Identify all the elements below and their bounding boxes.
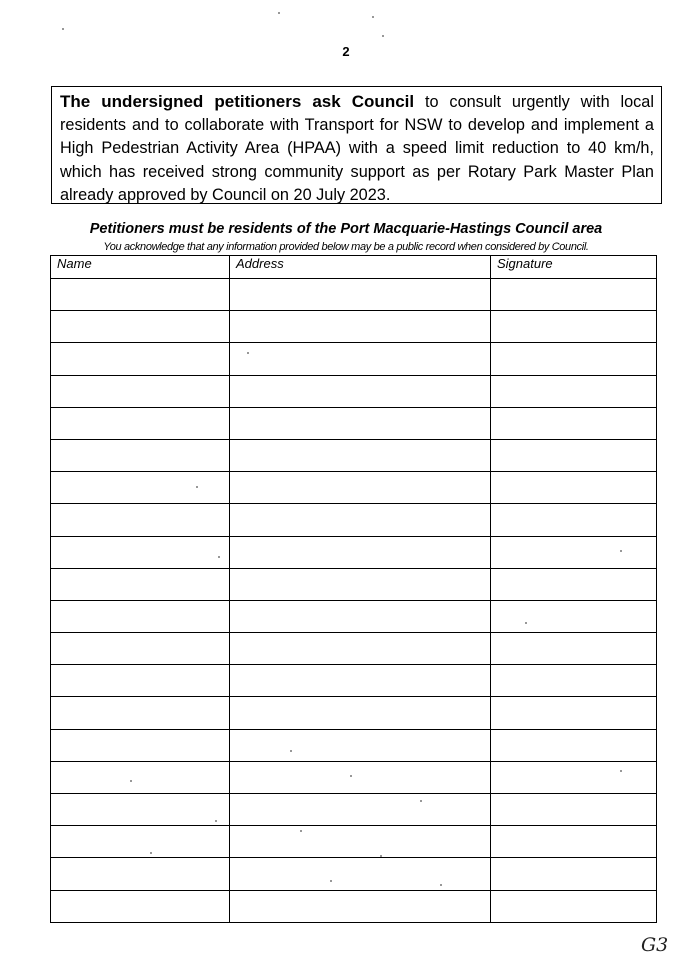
scan-speck <box>440 884 442 886</box>
scan-speck <box>330 880 332 882</box>
table-row <box>51 407 657 439</box>
name-cell[interactable] <box>51 568 230 600</box>
table-row <box>51 794 657 826</box>
petition-lead: The undersigned petitioners ask Council <box>60 92 415 111</box>
signature-cell[interactable] <box>491 279 657 311</box>
signature-cell[interactable] <box>491 890 657 922</box>
public-record-notice: You acknowledge that any information provided below may be a public record when considered by Council. <box>103 241 589 253</box>
address-cell[interactable] <box>230 697 491 729</box>
signature-cell[interactable] <box>491 343 657 375</box>
name-cell[interactable] <box>51 665 230 697</box>
residents-heading: Petitioners must be residents of the Port Macquarie-Hastings Council area <box>89 221 603 237</box>
scan-speck <box>62 28 64 30</box>
name-cell[interactable] <box>51 600 230 632</box>
scan-speck <box>300 830 302 832</box>
address-cell[interactable] <box>230 665 491 697</box>
petition-signature-table <box>50 255 657 923</box>
table-row <box>51 697 657 729</box>
column-header-name: Name <box>51 256 230 279</box>
signature-cell[interactable] <box>491 472 657 504</box>
scan-speck <box>150 852 152 854</box>
signature-rows <box>51 279 657 923</box>
scan-speck <box>382 35 384 37</box>
column-header-signature: Signature <box>491 256 657 279</box>
table-row <box>51 279 657 311</box>
table-row <box>51 826 657 858</box>
name-cell[interactable] <box>51 794 230 826</box>
address-cell[interactable] <box>230 407 491 439</box>
scan-speck <box>196 486 198 488</box>
scan-speck <box>620 550 622 552</box>
address-cell[interactable] <box>230 761 491 793</box>
scan-speck <box>380 855 382 857</box>
scan-speck <box>218 556 220 558</box>
name-cell[interactable] <box>51 279 230 311</box>
signature-cell[interactable] <box>491 536 657 568</box>
address-cell[interactable] <box>230 279 491 311</box>
table-row <box>51 536 657 568</box>
name-cell[interactable] <box>51 858 230 890</box>
scan-speck <box>525 622 527 624</box>
address-cell[interactable] <box>230 472 491 504</box>
table-row <box>51 343 657 375</box>
table-row <box>51 665 657 697</box>
name-cell[interactable] <box>51 472 230 504</box>
table-row <box>51 633 657 665</box>
table-row <box>51 729 657 761</box>
name-cell[interactable] <box>51 343 230 375</box>
scan-speck <box>350 775 352 777</box>
signature-cell[interactable] <box>491 697 657 729</box>
signature-cell[interactable] <box>491 633 657 665</box>
signature-cell[interactable] <box>491 407 657 439</box>
name-cell[interactable] <box>51 633 230 665</box>
name-cell[interactable] <box>51 826 230 858</box>
address-cell[interactable] <box>230 729 491 761</box>
name-cell[interactable] <box>51 407 230 439</box>
name-cell[interactable] <box>51 761 230 793</box>
table-row <box>51 600 657 632</box>
address-cell[interactable] <box>230 633 491 665</box>
signature-cell[interactable] <box>491 794 657 826</box>
address-cell[interactable] <box>230 311 491 343</box>
name-cell[interactable] <box>51 536 230 568</box>
table-row <box>51 890 657 922</box>
signature-cell[interactable] <box>491 761 657 793</box>
signature-cell[interactable] <box>491 600 657 632</box>
table-header-row <box>51 256 657 279</box>
name-cell[interactable] <box>51 439 230 471</box>
address-cell[interactable] <box>230 343 491 375</box>
address-cell[interactable] <box>230 504 491 536</box>
name-cell[interactable] <box>51 890 230 922</box>
column-header-address: Address <box>230 256 491 279</box>
address-cell[interactable] <box>230 858 491 890</box>
table-row <box>51 858 657 890</box>
signature-cell[interactable] <box>491 568 657 600</box>
name-cell[interactable] <box>51 375 230 407</box>
page-number: 2 <box>342 44 350 59</box>
signature-cell[interactable] <box>491 826 657 858</box>
petition-body: to consult urgently with local residents and to collaborate with Transport for NSW to develop and implement a High Pedestrian Activity Area (HPAA) with a speed limit reduction to 40 km/h, which has received strong community support as per Rotary Park Master Plan already approved by Council on 20 July 2023. <box>60 93 654 204</box>
table-row <box>51 375 657 407</box>
name-cell[interactable] <box>51 311 230 343</box>
table-row <box>51 472 657 504</box>
address-cell[interactable] <box>230 536 491 568</box>
address-cell[interactable] <box>230 439 491 471</box>
scan-speck <box>247 352 249 354</box>
scan-speck <box>130 780 132 782</box>
signature-cell[interactable] <box>491 665 657 697</box>
name-cell[interactable] <box>51 697 230 729</box>
table-row <box>51 761 657 793</box>
scan-speck <box>290 750 292 752</box>
name-cell[interactable] <box>51 729 230 761</box>
scan-speck <box>420 800 422 802</box>
signature-cell[interactable] <box>491 311 657 343</box>
address-cell[interactable] <box>230 890 491 922</box>
address-cell[interactable] <box>230 600 491 632</box>
scan-speck <box>278 12 280 14</box>
address-cell[interactable] <box>230 568 491 600</box>
name-cell[interactable] <box>51 504 230 536</box>
signature-cell[interactable] <box>491 729 657 761</box>
signature-cell[interactable] <box>491 439 657 471</box>
address-cell[interactable] <box>230 794 491 826</box>
scan-speck <box>620 770 622 772</box>
address-cell[interactable] <box>230 826 491 858</box>
scan-speck <box>372 16 374 18</box>
signature-cell[interactable] <box>491 858 657 890</box>
signature-cell[interactable] <box>491 504 657 536</box>
table-row <box>51 504 657 536</box>
scan-speck <box>215 820 217 822</box>
signature-cell[interactable] <box>491 375 657 407</box>
table-row <box>51 311 657 343</box>
address-cell[interactable] <box>230 375 491 407</box>
petition-statement-box <box>51 86 662 204</box>
corner-handwritten-annotation: G3 <box>641 934 669 956</box>
table-row <box>51 439 657 471</box>
table-row <box>51 568 657 600</box>
